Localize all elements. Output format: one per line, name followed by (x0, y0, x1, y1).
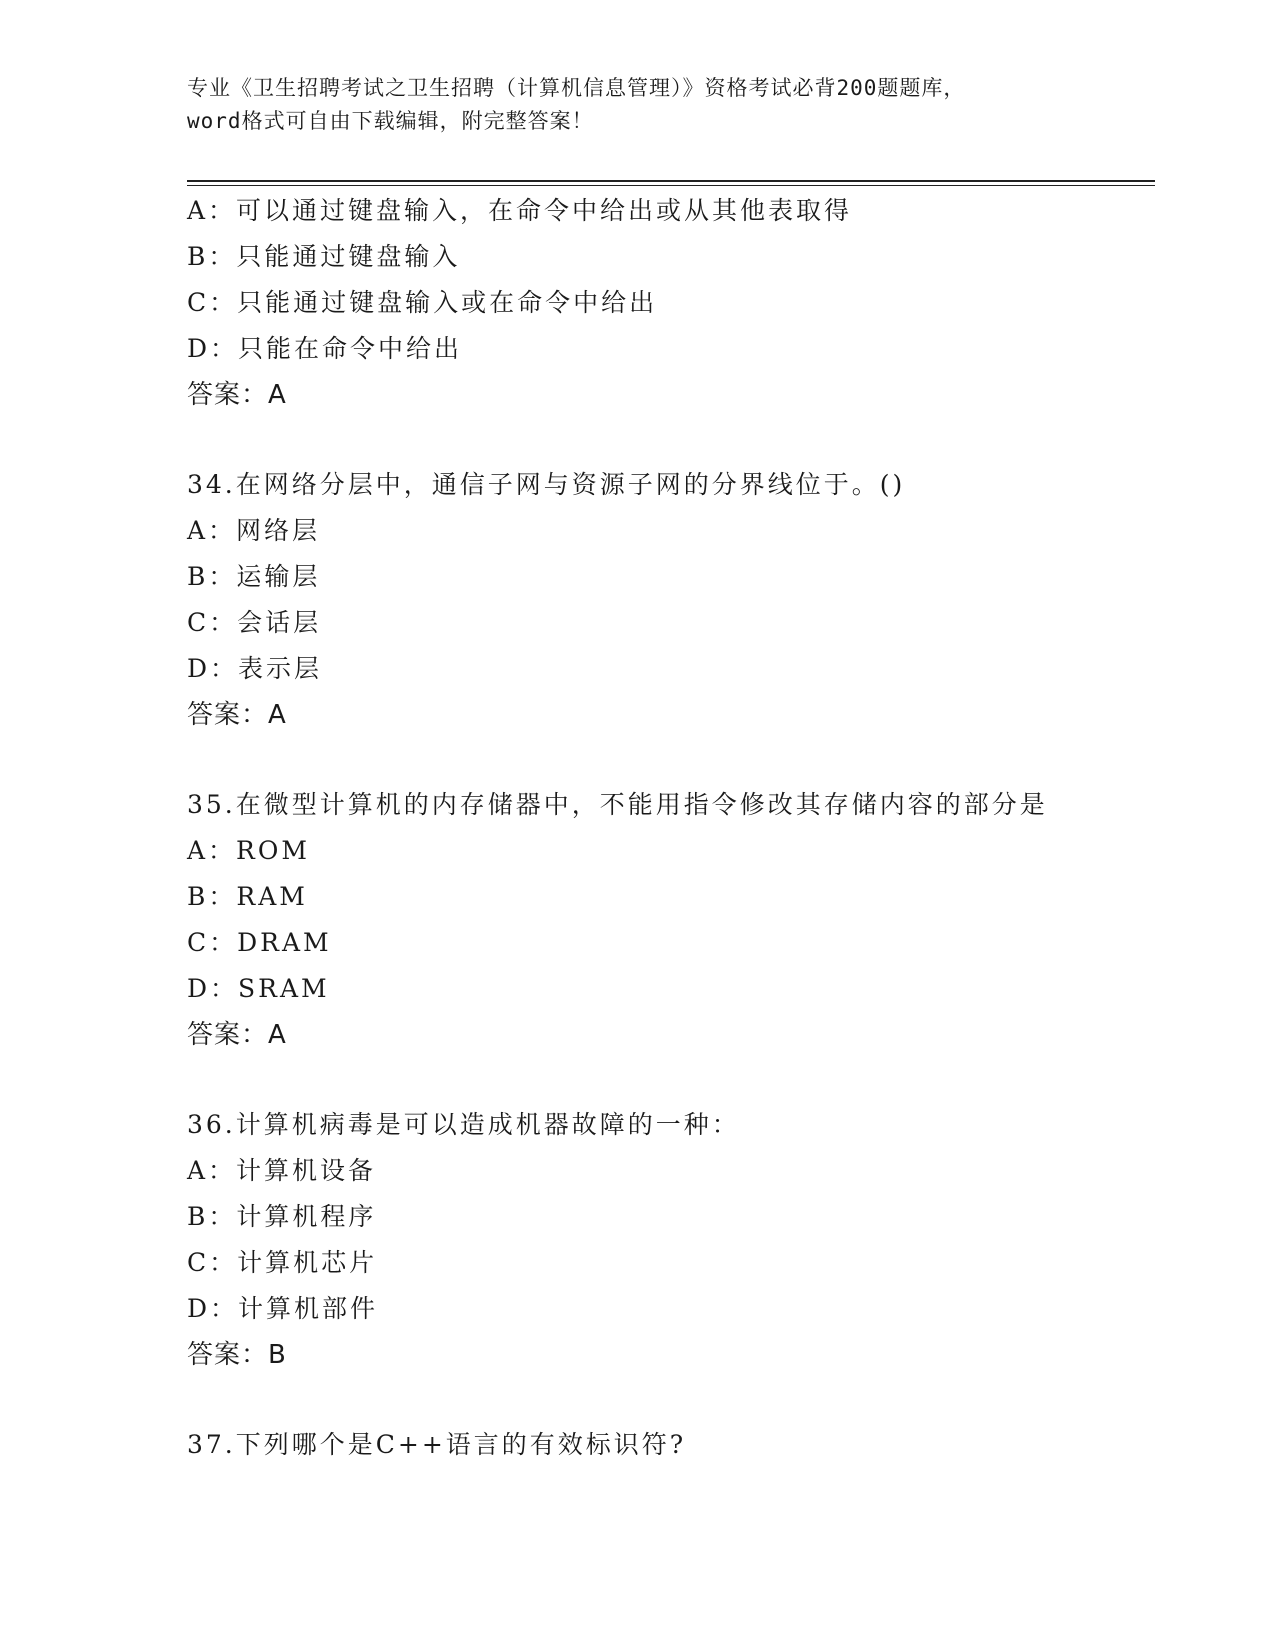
question-text: 36.计算机病毒是可以造成机器故障的一种： (187, 1110, 740, 1139)
spacer (187, 1058, 1155, 1102)
option-b: B：只能通过键盘输入 (187, 242, 461, 271)
option-d: D：只能在命令中给出 (187, 334, 463, 363)
answer: 答案：A (187, 700, 287, 730)
question-37 (187, 1422, 1155, 1468)
header-divider-thin (187, 185, 1155, 186)
option-c: C：会话层 (187, 608, 322, 637)
answer: 答案：B (187, 1340, 287, 1370)
option-c: C：只能通过键盘输入或在命令中给出 (187, 288, 658, 317)
option-a: A：ROM (187, 836, 310, 865)
header-divider-thick (187, 180, 1155, 182)
option-c: C：计算机芯片 (187, 1248, 378, 1277)
question-34 (187, 462, 1155, 738)
option-b: B：运输层 (187, 562, 321, 591)
question-text: 34.在网络分层中，通信子网与资源子网的分界线位于。() (187, 470, 906, 499)
option-a: A：计算机设备 (187, 1156, 377, 1185)
header-line-1: 专业《卫生招聘考试之卫生招聘（计算机信息管理）》资格考试必背200题题库， (187, 76, 966, 100)
option-b: B：计算机程序 (187, 1202, 377, 1231)
question-33 (187, 188, 1155, 418)
question-36 (187, 1102, 1155, 1378)
spacer (187, 418, 1155, 462)
header-line-2: word格式可自由下载编辑，附完整答案！ (187, 109, 594, 133)
spacer (187, 738, 1155, 782)
answer: 答案：A (187, 380, 287, 410)
question-text: 37.下列哪个是C++语言的有效标识符? (187, 1430, 687, 1459)
question-35 (187, 782, 1155, 1058)
answer: 答案：A (187, 1020, 287, 1050)
option-d: D：表示层 (187, 654, 323, 683)
option-d: D：计算机部件 (187, 1294, 379, 1323)
question-list (187, 188, 1155, 1468)
option-b: B：RAM (187, 882, 308, 911)
option-a: A：网络层 (187, 516, 321, 545)
spacer (187, 1378, 1155, 1422)
question-text: 35.在微型计算机的内存储器中，不能用指令修改其存储内容的部分是 (187, 790, 1048, 819)
document-header (187, 72, 1087, 138)
option-a: A：可以通过键盘输入，在命令中给出或从其他表取得 (187, 196, 853, 225)
option-d: D：SRAM (187, 974, 330, 1003)
option-c: C：DRAM (187, 928, 332, 957)
